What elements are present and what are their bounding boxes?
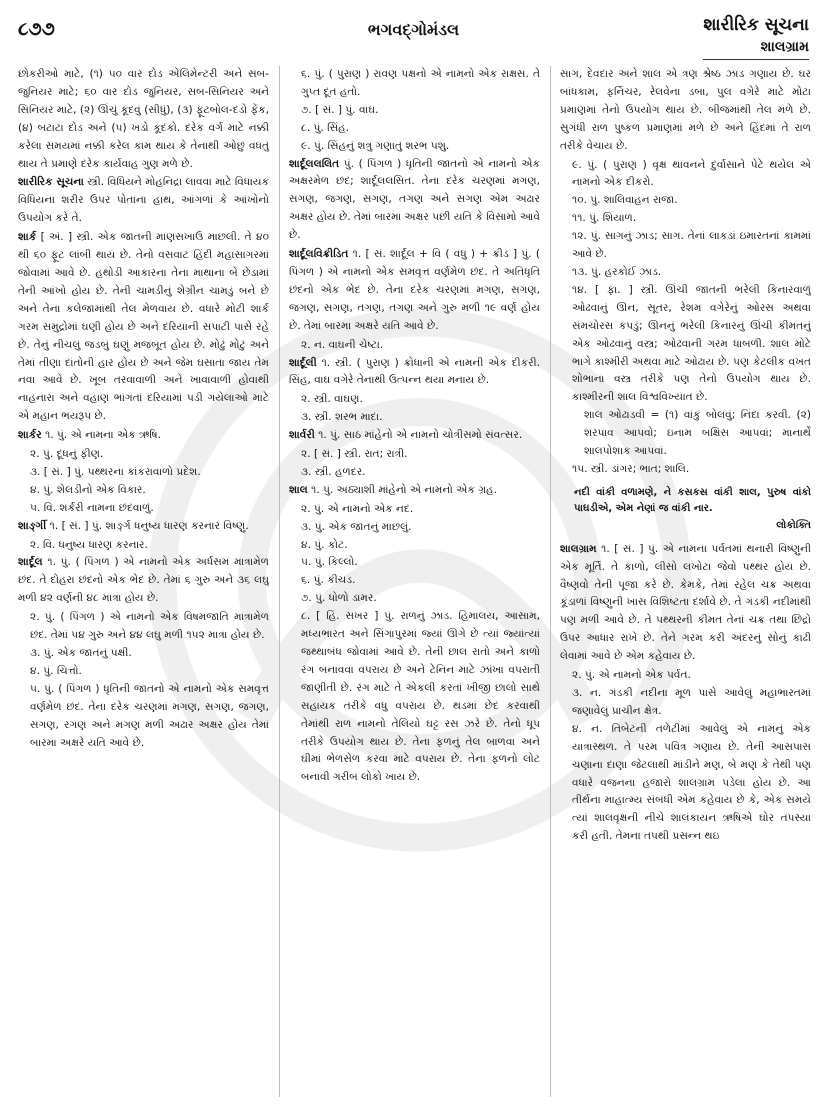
dictionary-entry [18,427,269,445]
entry-definition: ૧. [ સં. ] પું. એ નામના પર્વતમાં થનારી વિષ્ણુની એક મૂર્તિ. તે કાળો, લીસો લખોટા જેવો પથ્થર હોય છે. વૈષ્ણવો તેની પૂજા કરે છે. કેમકે, તેમાં રહેલ ચક્ર અથવા કૂંડાળાં વિષ્ણુની ખાસ વિશિષ્ટતા દર્શાવે છે. તે ગંડકી નદીમાંથી પણ મળી આવે છે. તે પથ્થરની કીમત તેનાં ચક્ર તથા છિદ્રો ઉપર આધાર રાખે છે. તેને ગરમ કરી અંદરનું સોનું કાઢી લેવામાં આવે છે એમ કહેવાય છે. [560,542,811,663]
entry-sense: ૨. પું. એ નામનો એક પર્વત. [572,669,691,682]
entry-sense: ૧૩. પું. હરકોઈ ઝાડ. [572,265,662,278]
entry-headword: શાર્દૂલવિક્રીડિત [289,248,349,261]
entry-headword: શાર્દૂલી [289,356,317,369]
entry-definition: સાગ, દેવદાર અને શાલ એ ત્રણ શ્રેષ્ઠ ઝાડ ગણાય છે. ઘર બાંધકામ, ફર્નિચર, રેલવેના ડબા, પુલ વગેરે માટે મોટા પ્રમાણમાં તેનો ઉપયોગ થાય છે. બીજમાંથી તેલ મળે છે. સુગંધી રાળ પુષ્કળ પ્રમાણમાં મળે છે અને હિંદમાં તે રાળ તરીકે વેચાય છે. [560,68,811,152]
entry-sense: ૯. પું. સિંહનું શત્રુ ગણાતું શરભ પશુ. [301,139,450,152]
entry-headword: શાર્દૂલલલિત [289,157,340,170]
entry-sense: ૨. [ સં. ] સ્ત્રી. રાત; રાત્રી. [301,448,408,461]
entry-definition: [ અં. ] સ્ત્રી. એક જાતની માણસખાઉ માછલી. તે ૪૦ થી ૬૦ ફૂટ લાંબી થાય છે. તેનો વસવાટ હિંદી મહાસાગરમાં જોવામાં આવે છે. હથોડી આકારના તેના માથાના બે છેડામાં તેની આંખો હોય છે. તેની ચામડીનું શેગ્રીન ચામડું બને છે અને તેના કલેજામાંથી તેલ મેળવાય છે. વધારે મોટી શાર્ક ગરમ સમુદ્રોમાં ઘણી હોય છે અને દરિયાની સપાટી પાસે રહે છે. તેનું નીચલું જડબું ઘણું મજબૂત હોય છે. મોઢું મોટું અને તેમાં તીણા દાંતોની હાર હોય છે અને જેમ ઘસાતા જાય તેમ નવા આવે છે. ખૂબ તરવાવાળી અને ખાવાવાળી હોવાથી નાહનારા અને વહાણ ભાંગતાં દરિયામાં પડી ગયેલાઓ માટે એ મહાન ભયરૂપ છે. [18,231,269,423]
entry-sense: ૫. વિ. શર્કરી નામના છંદવાળું. [30,501,154,514]
entry-headword: શાર્ક [18,231,37,244]
entry-headword: શાર્ઙ્ગી [18,519,47,532]
page-header [18,14,809,64]
entry-sense: ૨. પું. એ નામનો એક નદ. [301,502,414,515]
dictionary-entry [18,229,269,426]
entry-sense: ૭. પું. ધોળો ડામર. [301,592,377,605]
entry-definition: સ્ત્રી. વિધિયને મોહનિદ્રા લાવવા માટે વિધાયક વિધિયના શરીર ઉપર પોતાના હાથ, આંગળાં કે આંખોનો ઉપયોગ કરે તે. [18,176,269,225]
entry-definition: ૧. [ સં. શાર્દૂલ + વિ ( વધુ ) + ક્રીડ ] પું. ( પિંગળ ) એ નામનો એક સમવૃત્ત વર્ણમેળ છંદ. તે અતિધૃતિ છંદનો એક ભેદ છે. તેના દરેક ચરણમાં મગણ, સગણ, જગણ, સગણ, તગણ, તગણ અને ગુરુ મળી ૧૯ વર્ણ હોય છે. તેમાં બારમા અક્ષરે યતિ આવે છે. [289,248,540,332]
entry-sense: ૪. ન. તિબેટની તળેટીમાં આવેલું એ નામનું એક યાત્રાસ્થળ. તે પરમ પવિત્ર ગણાય છે. તેની આસપાસ ચણાના દાણા જેટલાથી માંડીને મણ, બે મણ કે તેથી પણ વધારે વજનના હજારો શાલગ્રામ પડેલા હોય છે. આ તીર્થના માહાત્મ્ય સંબંધી એમ કહેવાય છે કે, એક સમયે ત્યાં શાલવૃક્ષની નીચે શાલંકાયન ઋષિએ ઘોર તપસ્યા કરી હતી. તેમના તપથી પ્રસન્ન થઇ [572,722,811,843]
dictionary-entry [289,246,540,336]
entry-sense: ૩. [ સં. ] પું. પથ્થરના કાંકરાવાળો પ્રદેશ. [30,465,201,478]
entry-headword: શાર્કર [18,429,42,442]
text-columns [18,66,811,1097]
entry-definition: ૧. પું. એ નામના એક ઋષિ. [41,429,161,442]
dictionary-entry [560,66,811,156]
entry-sense: ૪. પું. કોટ. [301,538,348,551]
entry-sense: ૩. સ્ત્રી. શરભ માદા. [301,411,383,424]
entry-sense: ૩. સ્ત્રી. હળદર. [301,465,366,478]
proverb-quote: નદી વાંકી વળામણે, ને કસકસ વાંકી શાલ, પુરુષ વાંકો પાઘડીએ, એમ નેણાં જ વાંકી નાર. [574,486,811,514]
entry-sense: ૨. પું. ( પિંગળ ) એ નામનો એક વિષમજાતિ માત્રામેળ છંદ. તેમાં ૫૪ ગુરુ અને ૪૪ લઘુ મળી ૧૫૨ માત્રા હોય છે. [30,611,269,642]
entry-definition: છોકરીઓ માટે, (૧) ૫૦ વાર દોડ એલિમેન્ટરી અને સબ-જુનિયર માટે; ૬૦ વાર દોડ જુનિયર, સબ-સિનિયર અને સિનિયર માટે, (૨) ઊંચું કૂદવું (સીધું), (૩) ફૂટબોલ-દડો ફેંક, (૪) બટાટા દોડ અને (૫) ખડો કૂદકો. દરેક વર્ગ માટે નક્કી કરેલા સમયમાં નક્કી કરેલ કામ થાય કે તેનાથી ઓછું વધતું થાય તે પ્રમાણે દરેક કાર્યવાહ ગુણ મળે છે. [18,68,269,170]
dictionary-entry [289,482,540,500]
entry-headword: શાર્વરી [289,429,315,442]
entry-definition: ૧. [ સં. ] પું. શાર્ઙ્ગ ધનુષ્ય ધારણ કરનાર વિષ્ણુ. [46,519,249,532]
dictionary-entry [560,541,811,666]
entry-sense: ૫. પું. ( પિંગળ ) ધૃતિની જાતનો એ નામનો એક સમવૃત્ત વર્ણમેળ છંદ. તેના દરેક ચરણમાં મગણ, સગણ, જગણ, સગણ, રગણ અને મગણ મળી અઢાર અક્ષર હોય તેમાં બારમા અક્ષરે યતિ આવે છે. [30,682,269,749]
entry-sense: ૧૫. સ્ત્રી. ડાંગર; ભાત; શાલિ. [572,462,690,475]
dictionary-entry [289,156,540,246]
entry-definition: ૧. પું. ( પિંગળ ) એ નામનો એક અર્ધસમ માત્રામેળ છંદ. તે દોહરા છંદનો એક ભેદ છે. તેમાં ૬ ગુરુ અને ૩૬ લઘુ મળી ૪૨ વર્ણની ૪૮ માત્રા હોય છે. [18,556,269,605]
dictionary-entry [18,174,269,228]
entry-sense: ૫. પું. કિલ્લો. [301,556,358,569]
column-2 [279,66,540,1097]
entry-definition: ૧. સ્ત્રી. ( પુરાણ ) ક્રોધાની એ નામની એક દીકરી. સિંહ, વાઘ વગેરે તેનાથી ઉત્પન્ન થયા મનાય છે. [289,356,540,387]
dictionary-entry [18,554,269,608]
entry-sense: ૩. ન. ગંડકી નદીના મૂળ પાસે આવેલું મહાભારતમાં જણાવેલું પ્રાચીન ક્ષેત્ર. [572,687,811,717]
entry-sense: ૪. પું. શેલડીનો એક વિકાર. [30,483,146,496]
entry-headword: શાલ [289,483,308,496]
entry-sense: ૪. પું. ચિત્તો. [30,664,82,677]
entry-sense: ૩. પું. એક જાતનું માછલું. [301,520,412,533]
running-head-first-entry: શારીરિક સૂચના [703,15,809,35]
entry-sense: ૬. પું. ( પુરાણ ) રાવણ પક્ષનો એ નામનો એક રાક્ષસ. તે ગુપ્ત દૂત હતો. [301,68,540,98]
dictionary-entry [18,66,269,173]
entry-sense: ૯. પું. ( પુરાણ ) વૃક્ષ થાવનને દુર્વાસાને પેટે થયેલ એ નામનો એક દીકરો. [572,158,811,189]
entry-sense: ૭. [ સં. ] પું. વાઘ. [301,103,379,116]
entry-definition: ૧. પું. સાઠ માંહેનો એ નામનો ચોત્રીસમો સંવત્સર. [314,429,523,442]
entry-headword: શાર્દૂલ [18,556,43,569]
entry-sense: ૬. પું. કીચડ. [301,574,356,587]
entry-headword: શાલગ્રામ [560,542,597,555]
entry-sense: ૮. [ હિં. સખર ] પું. રાળનું ઝાડ. હિમાલય, આસામ, મધ્યભારત અને સિંગાપુરમાં જ્યાં ઊગે છે ત્યાં જ્યાંત્યાં જથ્થાબંધ જોવામાં આવે છે. તેની છાલ રાતો અને કાળો રંગ બનાવવા વપરાય છે અને ટેનિન માટે ઝાંખા વપરાતી જાણીતી છે. રંગ માટે તે એકલી કરતાં ખીજી છાલો સાથે સહાયક તરીકે વધુ વપરાય છે. થડમાં છેદ કરવાથી તેમાંથી રાળ નામનો તેલિયો ઘટ્ટ રસ ઝરે છે. તેનો ધૂપ તરીકે ઉપયોગ થાય છે. તેના ફળનું તેલ બાળવા અને ઘીમાં ભેળસેળ કરવા માટે વપરાય છે. તેના ફળનો લોટ બનાવી ગરીબ લોકો ખાય છે. [301,610,540,784]
entry-definition: પું. ( પિંગળ ) ધૃતિની જાતનો એ નામનો એક અક્ષરમેળ છંદ; શાર્દૂલલસિત. તેના દરેક ચરણમાં મગણ, સગણ, જગણ, સગણ, તગણ અને સગણ એમ અઢાર અક્ષર હોય છે. તેમાં બારમા અક્ષર પછી યતિ કે વિસામો આવે છે. [289,157,540,242]
idiom-meaning: શાલ ઓઢાડવી = (૧) વાંકું બોલવું; નિંદા કરવી. (૨) શરપાવ આપવો; ઇનામ બક્ષિસ આપવાં; માનાર્થે શાલપોશાક આપવાં. [584,409,811,458]
entry-sense: ૨. વિ. ધનુષ્ય ધારણ કરનાર. [30,538,148,551]
column-3 [550,66,811,1097]
entry-sense: ૧૨. પું. સાગનું ઝાડ; સાગ. તેનાં લાકડાં ઇમારતનાં કામમાં આવે છે. [572,230,811,261]
entry-sense: ૨. ન. વાઘની ચેષ્ટા. [301,338,384,351]
entry-sense: ૮. પું. સિંહ. [301,121,350,134]
dictionary-entry [289,355,540,391]
column-1 [18,66,269,1097]
entry-sense: ૨. સ્ત્રી. વાઘણ. [301,393,363,406]
dictionary-entry [289,427,540,445]
entry-definition: ૧. પું. અઠ્યાશી માંહેનો એ નામનો એક ગ્રહ. [307,483,497,496]
entry-sense: ૩. પું. એક જાતનું પક્ષી. [30,647,132,659]
dictionary-entry [18,518,269,536]
entry-sense: ૧૪. [ ફા. ] સ્ત્રી. ઊંચી જાતની ભરેલી કિનારવાળું ઓઢવાનું ઊન, સૂતર, રેશમ વગેરેનું ઓરસ અથવા સંમચોરસ કપડું; ઊનનું ભરેલી કિનારનું ઊંચી કીમતનું એક ઓઢવાનું વસ્ત્ર; ઓઢવાની ગરમ ધાબળી. શાલ મોટે ભાગે કાશ્મીરી અથવા માટે ઓઢાય છે. પણ કેટલીક વખત શોભાના વસ્ત્ર તરીકે પણ તેનો ઉપયોગ થાય છે. કાશ્મીરની શાલ વિશ્વવિખ્યાત છે. [572,283,811,404]
entry-sense: ૧૧. પું. શિયાળ. [572,212,637,225]
entry-sense: ૨. પું. દૂધનું ફીણ. [30,448,104,461]
page-number: ૮૭૭ [18,18,55,40]
entry-headword: શારીરિક સૂચના [18,176,84,189]
quote-source: લોકોક્તિ [776,519,811,531]
book-title: ભગવદ્ગોમંડલ [367,20,460,39]
running-head-last-entry: શાલગ્રામ [703,36,809,60]
entry-sense: ૧૦. પું. શાલિવાહન રાજા. [572,194,678,207]
running-head [703,14,809,60]
